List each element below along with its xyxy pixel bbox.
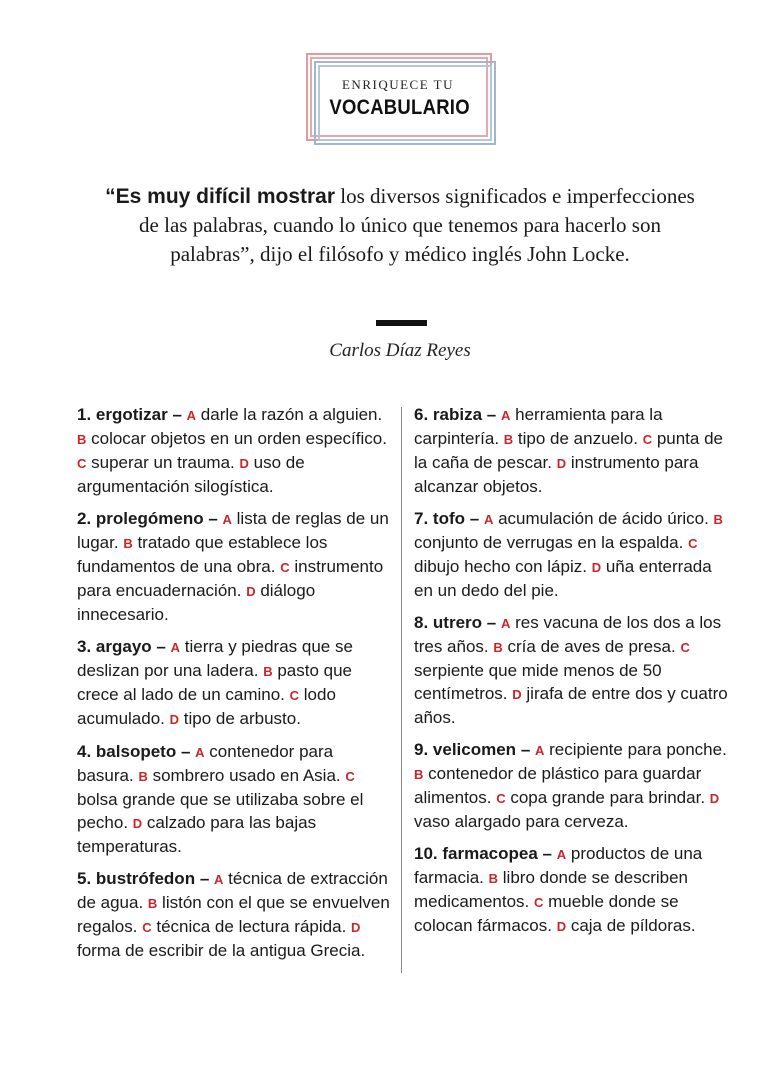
option-letter-c: C — [289, 688, 300, 703]
vocab-entry — [414, 738, 734, 833]
entry-word: rabiza — [432, 405, 483, 424]
option-letter-a: A — [500, 616, 511, 631]
entry-dash: – — [469, 509, 480, 528]
entry-headword — [77, 742, 190, 761]
entry-headword — [77, 509, 218, 528]
option-letter-d: D — [132, 816, 143, 831]
entry-headword — [414, 844, 552, 863]
option-letter-a: A — [214, 872, 224, 887]
entry-headword — [414, 509, 479, 528]
option-letter-b: B — [414, 767, 424, 782]
entry-dash: – — [208, 509, 218, 528]
option-letter-a: A — [556, 847, 567, 862]
option-text-d: vaso alargado para cerveza. — [414, 812, 629, 831]
entry-word: bustrófedon — [95, 869, 196, 888]
option-letter-b: B — [503, 432, 514, 447]
option-letter-d: D — [591, 560, 602, 575]
entry-word: farmacopea — [442, 844, 538, 863]
option-text-c: dibujo hecho con lápiz. — [414, 557, 587, 576]
option-letter-d: D — [169, 712, 180, 727]
option-letter-a: A — [186, 408, 197, 423]
option-text-c: bolsa grande que se utilizaba sobre el pecho. — [77, 790, 364, 832]
option-text-d: instrumento para alcanzar objetos. — [414, 453, 699, 496]
entry-dash: – — [199, 869, 210, 888]
option-text-a: res vacuna de los dos a los tres años. — [414, 613, 722, 656]
entry-number: 10. — [414, 844, 438, 863]
entry-number: 3. — [77, 637, 92, 656]
option-text-a: herramienta para la carpintería. — [414, 405, 663, 448]
entry-number: 9. — [414, 740, 429, 759]
option-text-b: pasto que crece al lado de un camino. — [77, 661, 353, 704]
option-text-a: tierra y piedras que se deslizan por una ladera. — [77, 637, 353, 680]
entry-word: velicomen — [432, 740, 517, 759]
option-text-b: listón con el que se envuelven regalos. — [77, 893, 390, 936]
option-letter-a: A — [501, 408, 511, 423]
vocab-entry — [414, 611, 734, 729]
badge-inner — [320, 67, 476, 127]
entry-dash: – — [486, 613, 497, 632]
option-letter-b: B — [263, 664, 273, 679]
intro-quote — [100, 182, 700, 269]
option-letter-d: D — [556, 919, 567, 934]
entry-word: balsopeto — [95, 742, 177, 761]
entry-number: 4. — [77, 742, 92, 761]
vocab-entry — [77, 403, 392, 498]
option-text-b: libro donde se describen medicamentos. — [414, 868, 689, 911]
author-name: Carlos Díaz Reyes — [329, 340, 471, 361]
option-text-a: recipiente para ponche. — [549, 740, 727, 759]
entry-number: 2. — [77, 509, 92, 528]
entry-headword — [414, 613, 496, 632]
option-letter-d: D — [351, 920, 361, 935]
entry-headword — [414, 740, 530, 759]
option-text-d: uña enterrada en un dedo del pie. — [414, 557, 712, 600]
entry-headword — [77, 869, 209, 888]
option-text-c: punta de la caña de pescar. — [414, 429, 723, 472]
entry-dash: – — [486, 405, 497, 424]
entry-headword — [77, 405, 182, 424]
vocab-entry — [414, 842, 734, 938]
option-letter-a: A — [535, 743, 545, 758]
option-letter-d: D — [246, 584, 256, 599]
entry-dash: – — [180, 742, 191, 761]
entry-dash: – — [172, 405, 182, 424]
option-text-c: copa grande para brindar. — [510, 788, 706, 807]
quote-rest: los diversos significados e imperfecciones de las palabras, cuando lo único que tenemos para hacerlo son palabras”, dijo el filósofo y médico inglés John Locke. — [139, 184, 695, 266]
entry-word: argayo — [95, 637, 152, 656]
option-letter-c: C — [77, 456, 87, 471]
option-text-c: técnica de lectura rápida. — [156, 917, 347, 936]
option-letter-b: B — [123, 536, 133, 551]
option-letter-a: A — [195, 745, 205, 760]
option-letter-b: B — [138, 769, 148, 784]
entry-dash: – — [156, 637, 166, 656]
vocab-entry — [77, 740, 392, 858]
option-letter-d: D — [709, 791, 720, 806]
option-text-a: productos de una farmacia. — [414, 844, 703, 887]
option-text-c: serpiente que mide menos de 50 centímetros. — [414, 661, 662, 703]
option-text-d: caja de píldoras. — [570, 916, 696, 935]
option-letter-c: C — [642, 432, 653, 447]
separator-rule — [376, 320, 427, 326]
option-text-b: tipo de anzuelo. — [517, 429, 638, 448]
option-text-d: calzado para las bajas temperaturas. — [77, 813, 317, 856]
entry-headword — [414, 405, 496, 424]
vocab-entry — [77, 867, 392, 962]
option-letter-d: D — [239, 456, 249, 471]
option-text-d: tipo de arbusto. — [183, 709, 301, 728]
column-right — [414, 403, 734, 947]
entry-number: 8. — [414, 613, 429, 632]
option-letter-a: A — [483, 512, 494, 527]
option-letter-d: D — [512, 687, 522, 702]
entry-number: 5. — [77, 869, 92, 888]
option-letter-c: C — [688, 536, 698, 551]
entry-number: 7. — [414, 509, 429, 528]
option-text-c: superar un trauma. — [91, 453, 235, 472]
option-text-b: conjunto de verrugas en la espalda. — [414, 533, 684, 552]
option-letter-c: C — [142, 920, 152, 935]
option-text-d: uso de argumentación silogística. — [77, 453, 305, 496]
option-text-a: lista de reglas de un lugar. — [77, 509, 389, 552]
option-text-c: instrumento para encuadernación. — [77, 557, 384, 600]
option-text-d: forma de escribir de la antigua Grecia. — [77, 941, 366, 960]
option-text-a: darle la razón a alguien. — [200, 405, 383, 424]
option-text-b: contenedor de plástico para guardar alimentos. — [414, 764, 702, 807]
option-letter-c: C — [345, 769, 355, 784]
option-letter-c: C — [534, 895, 544, 910]
entry-word: ergotizar — [95, 405, 168, 424]
option-text-a: acumulación de ácido úrico. — [498, 509, 709, 528]
vocab-entry — [414, 403, 734, 498]
option-text-d: diálogo innecesario. — [77, 581, 316, 624]
option-text-c: lodo acumulado. — [77, 685, 336, 728]
option-letter-c: C — [280, 560, 290, 575]
option-letter-c: C — [680, 640, 690, 655]
column-divider — [401, 407, 402, 973]
option-letter-c: C — [496, 791, 506, 806]
entry-word: tofo — [432, 509, 466, 528]
option-letter-a: A — [170, 640, 180, 655]
quote-lead: “Es muy difícil mostrar — [105, 185, 336, 208]
vocab-entry — [414, 507, 734, 602]
option-letter-d: D — [556, 456, 567, 471]
option-text-c: mueble donde se colocan fármacos. — [414, 892, 679, 935]
option-letter-b: B — [493, 640, 503, 655]
entry-dash: – — [520, 740, 531, 759]
vocab-entry — [77, 635, 392, 731]
section-badge — [306, 53, 496, 145]
option-text-a: contenedor para basura. — [77, 742, 334, 785]
badge-line1: ENRIQUECE TU — [341, 77, 454, 92]
vocab-entry — [77, 507, 392, 626]
option-letter-b: B — [713, 512, 723, 527]
column-left — [77, 403, 392, 971]
option-text-b: colocar objetos en un orden específico. — [91, 429, 387, 448]
option-text-b: cría de aves de presa. — [507, 637, 676, 656]
option-text-a: técnica de extracción de agua. — [77, 869, 388, 912]
entry-word: prolegómeno — [95, 509, 204, 528]
option-letter-b: B — [147, 896, 158, 911]
option-text-d: jirafa de entre dos y cuatro años. — [414, 684, 728, 727]
option-letter-b: B — [77, 432, 87, 447]
option-text-b: tratado que establece los fundamentos de una obra. — [77, 533, 328, 576]
badge-line2: VOCABULARIO — [329, 96, 470, 119]
entry-headword — [77, 637, 166, 656]
option-letter-b: B — [488, 871, 499, 886]
entry-word: utrero — [432, 613, 483, 632]
option-letter-a: A — [222, 512, 232, 527]
entry-number: 1. — [77, 405, 92, 424]
option-text-b: sombrero usado en Asia. — [152, 766, 341, 785]
entry-number: 6. — [414, 405, 429, 424]
entry-dash: – — [542, 844, 553, 863]
